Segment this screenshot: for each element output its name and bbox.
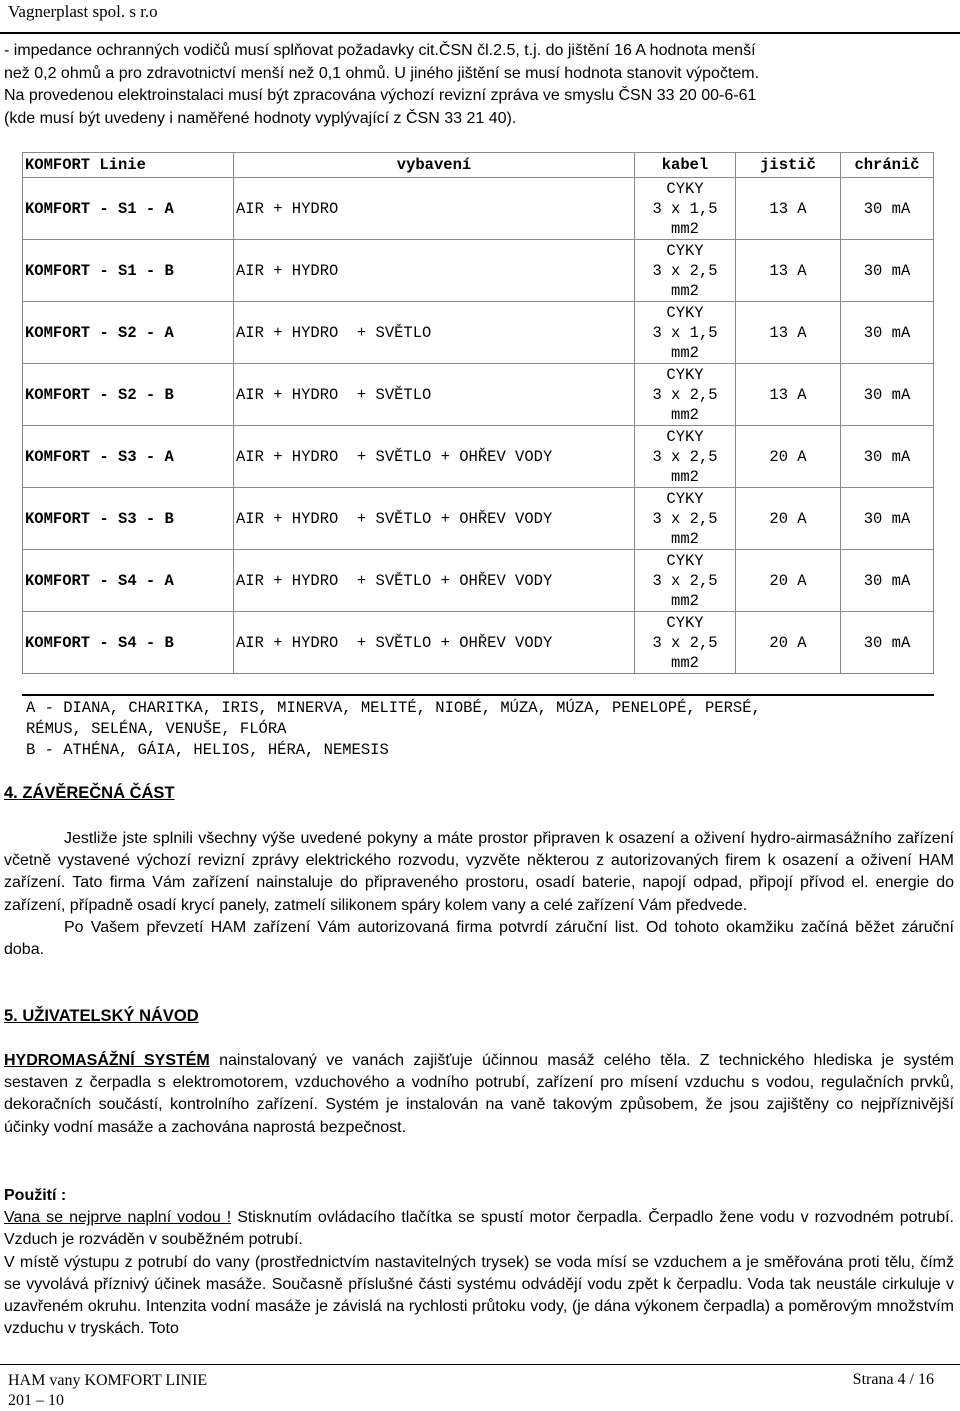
row-breaker: 20 A <box>736 550 841 612</box>
row-name: KOMFORT - S3 - B <box>23 488 234 550</box>
row-breaker: 20 A <box>736 612 841 674</box>
cable-unit: mm2 <box>671 529 699 548</box>
row-rcd: 30 mA <box>841 550 934 612</box>
row-breaker: 13 A <box>736 178 841 240</box>
table-header-row <box>23 153 934 178</box>
table-row <box>23 550 934 612</box>
usage-text <box>4 1207 954 1251</box>
cable-size: 3 x 2,5 <box>652 509 718 528</box>
cable-type: CYKY <box>666 241 704 260</box>
intro-line: - impedance ochranných vodičů musí splňovat požadavky cit.ČSN čl.2.5, t.j. do jištění 16 A hodnota menší <box>4 42 756 59</box>
row-cable <box>635 364 736 426</box>
section-4-paragraph: Po Vašem převzetí HAM zařízení Vám autorizovaná firma potvrdí záruční list. Od tohoto okamžiku začíná běžet záruční doba. <box>4 918 954 959</box>
spec-table-body <box>23 178 934 674</box>
row-name: KOMFORT - S4 - B <box>23 612 234 674</box>
row-name: KOMFORT - S2 - B <box>23 364 234 426</box>
header-rcd: chránič <box>841 153 934 178</box>
section-4-title: 4. ZÁVĚREČNÁ ČÁST <box>4 784 175 802</box>
row-rcd: 30 mA <box>841 240 934 302</box>
row-cable <box>635 178 736 240</box>
row-name: KOMFORT - S1 - A <box>23 178 234 240</box>
legend-rule <box>22 694 934 696</box>
header-equipment: vybavení <box>234 153 635 178</box>
footer-doc-code: 201 – 10 <box>8 1392 64 1409</box>
cable-size: 3 x 2,5 <box>652 261 718 280</box>
header-cable: kabel <box>635 153 736 178</box>
row-equipment: AIR + HYDRO + SVĚTLO + OHŘEV VODY <box>234 612 635 674</box>
row-cable <box>635 240 736 302</box>
cable-type: CYKY <box>666 613 704 632</box>
row-name: KOMFORT - S3 - A <box>23 426 234 488</box>
row-equipment: AIR + HYDRO + SVĚTLO <box>234 364 635 426</box>
usage-warning: Vana se nejprve naplní vodou ! <box>4 1209 232 1227</box>
row-equipment: AIR + HYDRO + SVĚTLO + OHŘEV VODY <box>234 550 635 612</box>
company-header: Vagnerplast spol. s r.o <box>8 2 158 21</box>
row-cable <box>635 612 736 674</box>
row-cable <box>635 426 736 488</box>
row-breaker: 20 A <box>736 488 841 550</box>
cable-size: 3 x 2,5 <box>652 633 718 652</box>
row-name: KOMFORT - S4 - A <box>23 550 234 612</box>
cable-type: CYKY <box>666 427 704 446</box>
cable-size: 3 x 1,5 <box>652 199 718 218</box>
intro-line: Na provedenou elektroinstalaci musí být zpracována výchozí revizní zpráva ve smyslu ČSN 33 20 00-6-61 <box>4 87 757 104</box>
hydro-label: HYDROMASÁŽNÍ SYSTÉM <box>4 1052 210 1069</box>
legend-a-line: RÉMUS, SELÉNA, VENUŠE, FLÓRA <box>26 720 287 738</box>
cable-size: 3 x 2,5 <box>652 447 718 466</box>
cable-type: CYKY <box>666 365 704 384</box>
footer-doc-info <box>8 1371 207 1411</box>
cable-unit: mm2 <box>671 405 699 424</box>
row-breaker: 20 A <box>736 426 841 488</box>
model-legend <box>26 698 926 761</box>
row-breaker: 13 A <box>736 302 841 364</box>
row-equipment: AIR + HYDRO + SVĚTLO <box>234 302 635 364</box>
table-row <box>23 178 934 240</box>
section-5-title: 5. UŽIVATELSKÝ NÁVOD <box>4 1007 199 1025</box>
table-row <box>23 488 934 550</box>
cable-size: 3 x 2,5 <box>652 385 718 404</box>
row-rcd: 30 mA <box>841 302 934 364</box>
header-breaker: jistič <box>736 153 841 178</box>
row-equipment: AIR + HYDRO <box>234 240 635 302</box>
row-equipment: AIR + HYDRO <box>234 178 635 240</box>
section-4-paragraph: Jestliže jste splnili všechny výše uvedené pokyny a máte prostor připraven k osazení a oživení hydro-airmasážního zařízení včetně vystavené výchozí revizní zprávy elektrického rozvodu, vyzvěte některou z autorizovaných firem k osazení a oživení HAM zařízení. Tato firma Vám zařízení nainstaluje do připraveného prostoru, osadí baterie, napojí odpad, připojí přívod el. energie do zařízení, případně osadí krycí panely, zatmelí silikonem spáry kolem vany a celé zařízení Vám předvede. <box>4 830 954 914</box>
intro-line: (kde musí být uvedeny i naměřené hodnoty vyplývající z ČSN 33 21 40). <box>4 109 517 127</box>
table-row <box>23 364 934 426</box>
cable-unit: mm2 <box>671 591 699 610</box>
row-breaker: 13 A <box>736 240 841 302</box>
row-cable <box>635 488 736 550</box>
row-rcd: 30 mA <box>841 364 934 426</box>
header-line: KOMFORT Linie <box>23 153 234 178</box>
cable-type: CYKY <box>666 303 704 322</box>
usage-description: Stisknutím ovládacího tlačítka se spustí motor čerpadla. Čerpadlo žene vodu v rozvodném potrubí. Vzduch je rozváděn v souběžném potrubí. <box>4 1209 954 1249</box>
table-row <box>23 302 934 364</box>
row-equipment: AIR + HYDRO + SVĚTLO + OHŘEV VODY <box>234 488 635 550</box>
row-rcd: 30 mA <box>841 178 934 240</box>
row-rcd: 30 mA <box>841 488 934 550</box>
page-number: Strana 4 / 16 <box>852 1371 934 1388</box>
hydro-description: nainstalovaný ve vanách zajišťuje účinnou masáž celého těla. Z technického hlediska je systém sestaven z čerpadla s elektromotorem, vzduchového a vodního potrubí, zařízení pro mísení vzduchu s vodou, regulačních prvků, dekoračních součástí, kontrolního zařízení. Systém je instalován na vaně takovým způsobem, že jsou zajištěny co nejpříznivější účinky vodní masáže a zachována naprostá bezpečnost. <box>4 1052 954 1136</box>
cable-unit: mm2 <box>671 653 699 672</box>
row-cable <box>635 302 736 364</box>
cable-unit: mm2 <box>671 467 699 486</box>
hydro-text <box>4 1050 954 1139</box>
header-rule <box>0 32 960 34</box>
usage-text: V místě výstupu z potrubí do vany (prostřednictvím nastavitelných trysek) se voda mísí se vzduchem a je směřována proti tělu, čímž se vyvolává příznivý účinek masáže. Současně příslušné části systému odvádějí vodu zpět k čerpadlu. Voda tak neustále cirkuluje v uzavřeném okruhu. Intenzita vodní masáže je závislá na rychlosti průtoku vody, (je dána výkonem čerpadla) a poměrovým množstvím vzduchu v tryskách. Toto <box>4 1253 954 1338</box>
row-rcd: 30 mA <box>841 612 934 674</box>
row-name: KOMFORT - S1 - B <box>23 240 234 302</box>
cable-unit: mm2 <box>671 343 699 362</box>
cable-type: CYKY <box>666 489 704 508</box>
hydro-paragraph <box>4 1050 954 1139</box>
row-cable <box>635 550 736 612</box>
row-breaker: 13 A <box>736 364 841 426</box>
cable-type: CYKY <box>666 551 704 570</box>
cable-unit: mm2 <box>671 281 699 300</box>
row-name: KOMFORT - S2 - A <box>23 302 234 364</box>
cable-type: CYKY <box>666 179 704 198</box>
intro-line: než 0,2 ohmů a pro zdravotnictví menší než 0,1 ohmů. U jiného jištění se musí hodnota stanovit výpočtem. <box>4 64 760 82</box>
spec-table <box>22 152 934 674</box>
row-equipment: AIR + HYDRO + SVĚTLO + OHŘEV VODY <box>234 426 635 488</box>
footer-doc-title: HAM vany KOMFORT LINIE <box>8 1372 208 1389</box>
cable-size: 3 x 2,5 <box>652 571 718 590</box>
usage-label: Použití : <box>4 1187 67 1204</box>
section-4-text <box>4 828 954 961</box>
footer-rule <box>0 1364 960 1365</box>
table-row <box>23 240 934 302</box>
legend-b-line: B - ATHÉNA, GÁIA, HELIOS, HÉRA, NEMESIS <box>26 741 389 759</box>
table-row <box>23 612 934 674</box>
cable-unit: mm2 <box>671 219 699 238</box>
intro-text <box>4 40 956 130</box>
table-row <box>23 426 934 488</box>
usage-section <box>4 1185 954 1340</box>
cable-size: 3 x 1,5 <box>652 323 718 342</box>
row-rcd: 30 mA <box>841 426 934 488</box>
legend-a-line: A - DIANA, CHARITKA, IRIS, MINERVA, MELITÉ, NIOBÉ, MÚZA, MÚZA, PENELOPÉ, PERSÉ, <box>26 699 761 717</box>
